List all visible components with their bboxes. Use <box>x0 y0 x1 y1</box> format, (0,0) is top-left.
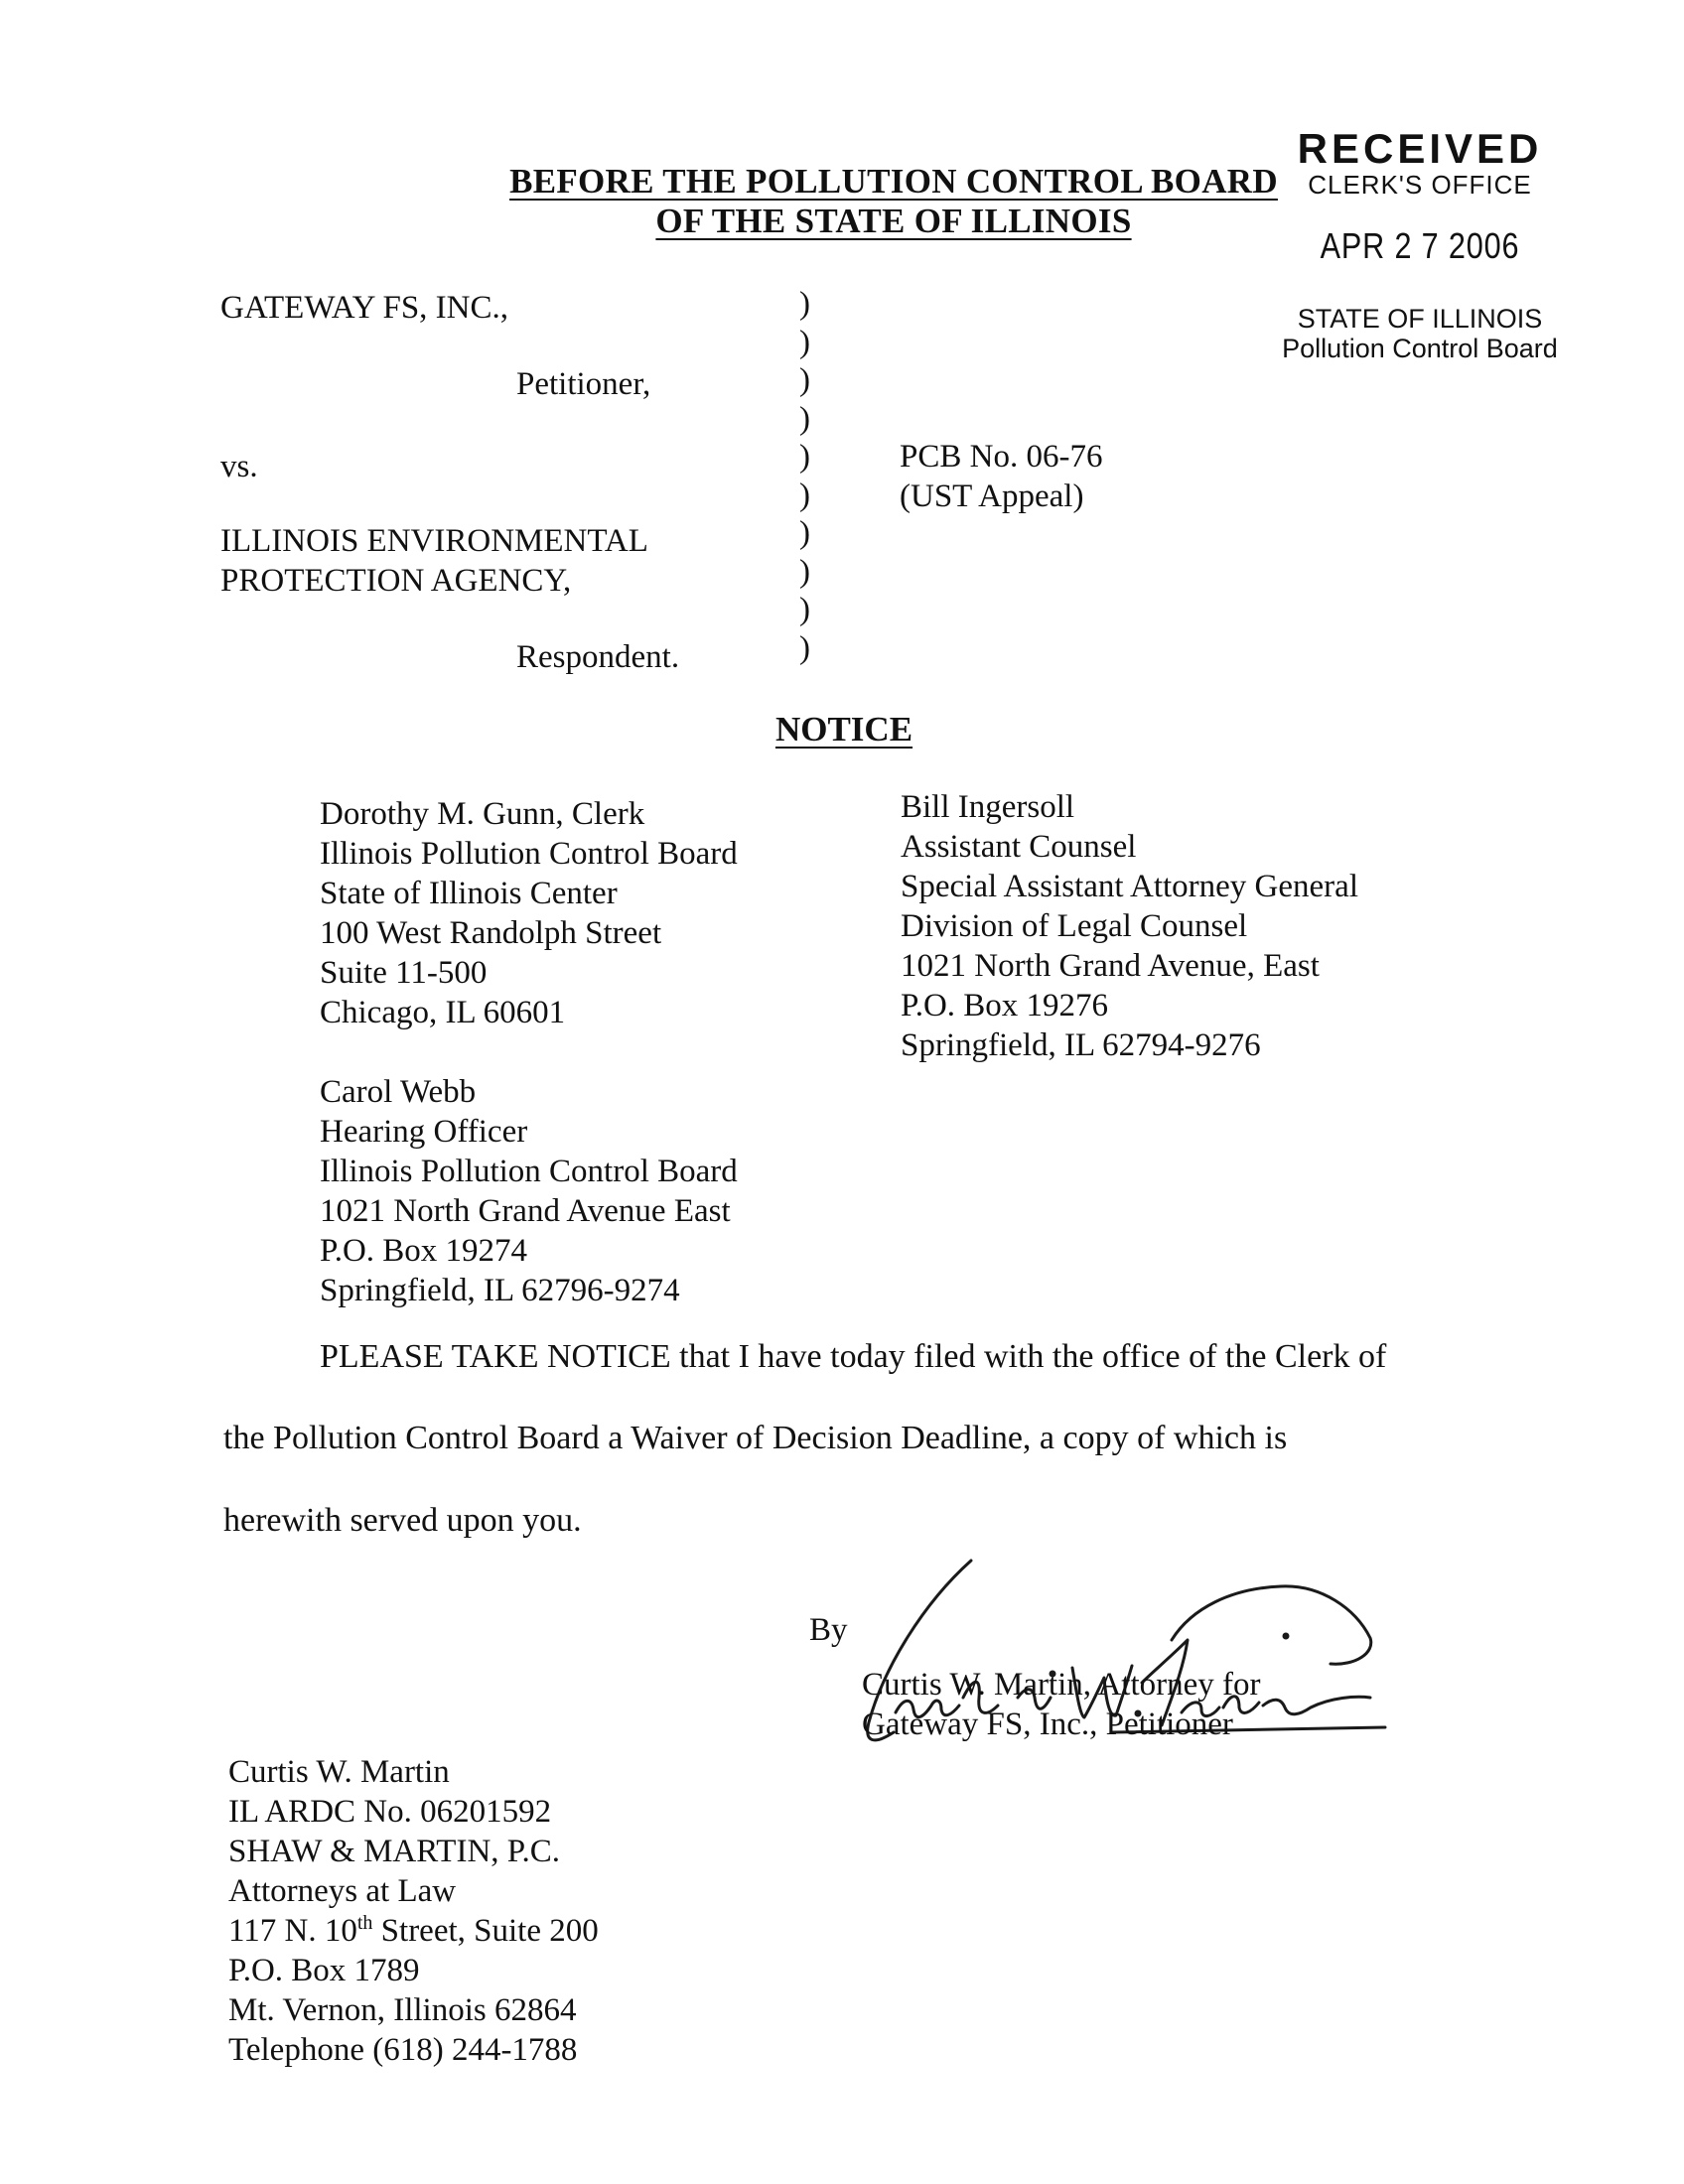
attorney-po-box: P.O. Box 1789 <box>228 1953 420 1988</box>
signatory-line-2: Gateway FS, Inc., Petitioner <box>862 1706 1233 1742</box>
versus-label: vs. <box>220 449 258 484</box>
recipient-clerk <box>320 794 738 1032</box>
paren: ) <box>799 324 810 360</box>
petitioner-name: GATEWAY FS, INC., <box>220 290 509 326</box>
address-line: State of Illinois Center <box>320 876 618 911</box>
address-line: Dorothy M. Gunn, Clerk <box>320 796 645 832</box>
paren: ) <box>799 439 810 475</box>
stamp-board: Pollution Control Board <box>1282 334 1558 363</box>
petitioner-role: Petitioner, <box>516 366 651 402</box>
address-line: Illinois Pollution Control Board <box>320 836 738 872</box>
received-stamp <box>1246 127 1594 363</box>
case-number: PCB No. 06-76 <box>900 439 1103 475</box>
paren: ) <box>799 362 810 398</box>
notice-body-line-1: PLEASE TAKE NOTICE that I have today filed with the office of the Clerk of <box>320 1338 1387 1375</box>
header-line-1: BEFORE THE POLLUTION CONTROL BOARD <box>509 162 1278 201</box>
address-line: Springfield, IL 62794-9276 <box>901 1027 1261 1063</box>
header-line-2: OF THE STATE OF ILLINOIS <box>655 202 1132 240</box>
address-line: P.O. Box 19274 <box>320 1233 528 1269</box>
paren: ) <box>799 629 810 666</box>
stamp-office: CLERK'S OFFICE <box>1308 170 1532 200</box>
paren: ) <box>799 477 810 513</box>
address-line: P.O. Box 19276 <box>901 988 1109 1024</box>
paren: ) <box>799 592 810 627</box>
signature-by-label: By <box>809 1612 848 1648</box>
address-line: Hearing Officer <box>320 1114 528 1150</box>
address-line: Chicago, IL 60601 <box>320 995 566 1030</box>
attorney-phone: Telephone (618) 244-1788 <box>228 2032 578 2068</box>
address-line: 100 West Randolph Street <box>320 915 662 951</box>
address-line: Division of Legal Counsel <box>901 908 1248 944</box>
attorney-city: Mt. Vernon, Illinois 62864 <box>228 1992 577 2028</box>
address-line: Springfield, IL 62796-9274 <box>320 1273 680 1308</box>
page-title <box>397 162 1390 202</box>
address-line: 1021 North Grand Avenue East <box>320 1193 731 1229</box>
attorney-street <box>228 1911 599 1951</box>
address-line: Illinois Pollution Control Board <box>320 1154 738 1189</box>
address-line: Suite 11-500 <box>320 955 488 991</box>
notice-title-text: NOTICE <box>774 710 913 749</box>
address-line: Special Assistant Attorney General <box>901 869 1358 904</box>
street-number: 117 N. 10 <box>228 1913 357 1949</box>
respondent-name-line-2: PROTECTION AGENCY, <box>220 563 572 599</box>
paren: ) <box>799 553 810 590</box>
street-rest: Street, Suite 200 <box>372 1913 599 1949</box>
caption-parentheses <box>799 285 810 667</box>
attorney-name: Curtis W. Martin <box>228 1754 450 1790</box>
attorney-ardc-number: IL ARDC No. 06201592 <box>228 1794 552 1830</box>
address-line: Bill Ingersoll <box>901 789 1075 825</box>
address-line: Carol Webb <box>320 1074 477 1110</box>
stamp-state: STATE OF ILLINOIS <box>1297 304 1543 334</box>
page-subtitle <box>397 202 1390 241</box>
street-ordinal: th <box>356 1912 373 1934</box>
attorney-address-block <box>228 1752 599 2070</box>
respondent-role: Respondent. <box>516 639 680 675</box>
notice-body-line-2: the Pollution Control Board a Waiver of Decision Deadline, a copy of which is <box>223 1420 1288 1456</box>
attorney-title: Attorneys at Law <box>228 1873 457 1909</box>
recipient-hearing-officer <box>320 1072 738 1310</box>
recipient-counsel <box>901 787 1358 1065</box>
case-type: (UST Appeal) <box>900 478 1084 514</box>
address-line: Assistant Counsel <box>901 829 1137 865</box>
signatory-line-1: Curtis W. Martin, Attorney for <box>862 1667 1261 1703</box>
address-line: 1021 North Grand Avenue, East <box>901 948 1320 984</box>
attorney-firm: SHAW & MARTIN, P.C. <box>228 1834 560 1869</box>
respondent-name-line-1: ILLINOIS ENVIRONMENTAL <box>220 523 648 559</box>
paren: ) <box>799 515 810 551</box>
paren: ) <box>799 400 810 437</box>
notice-body-line-3: herewith served upon you. <box>223 1502 582 1539</box>
stamp-date: APR 2 7 2006 <box>1320 225 1520 266</box>
stamp-received: RECEIVED <box>1297 125 1543 172</box>
paren: ) <box>799 286 810 322</box>
notice-title <box>695 710 993 750</box>
